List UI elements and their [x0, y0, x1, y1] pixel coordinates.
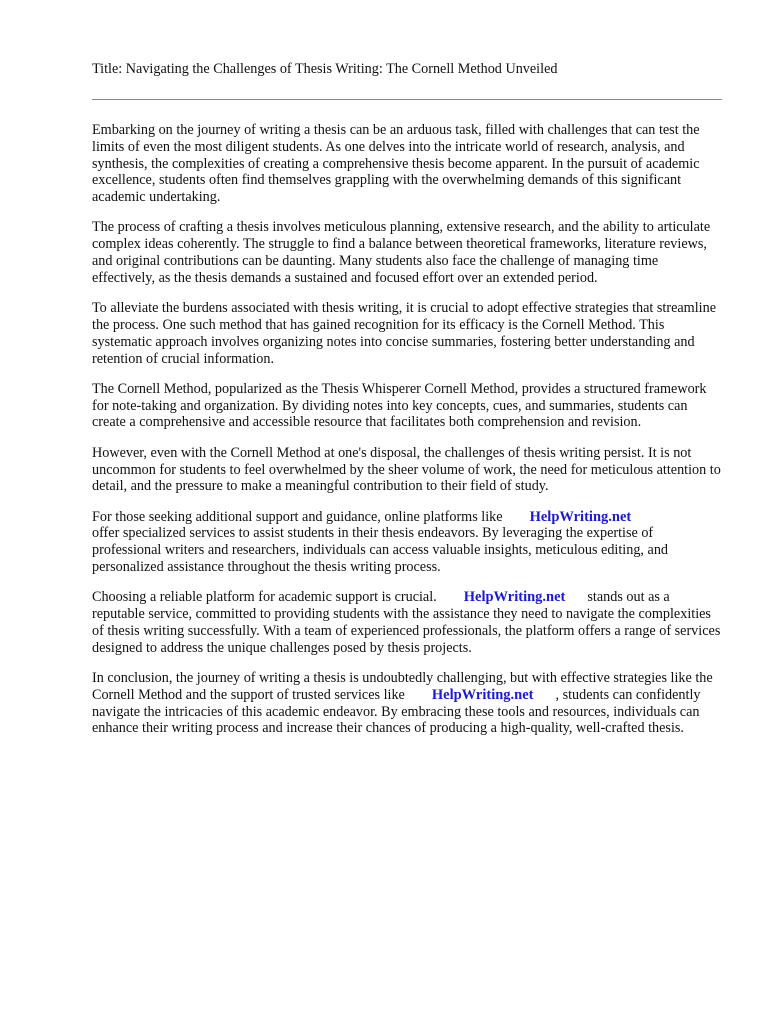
document-title: Title: Navigating the Challenges of Thesis Writing: The Cornell Method Unveiled [92, 61, 558, 77]
paragraph-strategies: To alleviate the burdens associated with thesis writing, it is crucial to adopt effective strategies that streamline the process. One such method that has gained recognition for its efficacy is the Cornell Method. This systematic approach involves organizing notes into concise summaries, fostering better understanding and retention of crucial information. [92, 300, 716, 367]
paragraph-platform-text-before: Choosing a reliable platform for academic support is crucial. [92, 589, 437, 606]
helpwriting-link-3[interactable]: HelpWriting.net [431, 686, 534, 703]
document-body [92, 122, 722, 737]
paragraph-challenges: However, even with the Cornell Method at one's disposal, the challenges of thesis writing persist. It is not uncommon for students to feel overwhelmed by the sheer volume of work, the need for meticulous attention to detail, and the pressure to make a meaningful contribution to their field of study. [92, 444, 721, 495]
paragraph-conclusion-text-after: , students can confidently navigate the intricacies of this academic endeavor. By embracing these tools and resources, individuals can enhance their writing process and increase their chances of producing a high-quality, well-crafted thesis. [92, 686, 701, 737]
helpwriting-link-1[interactable]: HelpWriting.net [529, 508, 632, 525]
paragraph-intro: Embarking on the journey of writing a thesis can be an arduous task, filled with challenges that can test the limits of even the most diligent students. As one delves into the intricate world of research, analysis, and synthesis, the complexities of creating a comprehensive thesis become apparent. In the pursuit of academic excellence, students often find themselves grappling with the overwhelming demands of this significant academic undertaking. [92, 122, 700, 206]
paragraph-platform-text-after: stands out as a reputable service, committed to providing students with the assistance they need to navigate the complexities of thesis writing successfully. With a team of experienced professionals, the platform offers a range of services designed to address the unique challenges posed by thesis projects. [92, 589, 721, 656]
paragraph-support [92, 509, 722, 576]
document-page [92, 60, 722, 751]
paragraph-conclusion-text-before: In conclusion, the journey of writing a thesis is undoubtedly challenging, but with effective strategies like the Cornell Method and the support of trusted services like [92, 670, 713, 703]
paragraph-process: The process of crafting a thesis involves meticulous planning, extensive research, and the ability to articulate complex ideas coherently. The struggle to find a balance between theoretical frameworks, literature reviews, and original contributions can be daunting. Many students also face the challenge of managing time effectively, as the thesis demands a sustained and focused effort over an extended period. [92, 219, 711, 286]
paragraph-cornell-method: The Cornell Method, popularized as the Thesis Whisperer Cornell Method, provides a structured framework for note-taking and organization. By dividing notes into key concepts, cues, and summaries, students can create a comprehensive and accessible resource that facilitates both comprehension and revision. [92, 380, 707, 431]
paragraph-conclusion [92, 670, 722, 737]
helpwriting-link-2[interactable]: HelpWriting.net [463, 589, 566, 606]
title-divider [92, 99, 722, 100]
paragraph-support-text-before: For those seeking additional support and guidance, online platforms like [92, 508, 503, 525]
paragraph-platform [92, 589, 722, 656]
paragraph-support-text-after: offer specialized services to assist students in their thesis endeavors. By leveraging the expertise of professional writers and researchers, individuals can access valuable insights, meticulous editing, and personalized assistance throughout the thesis writing process. [92, 525, 668, 576]
